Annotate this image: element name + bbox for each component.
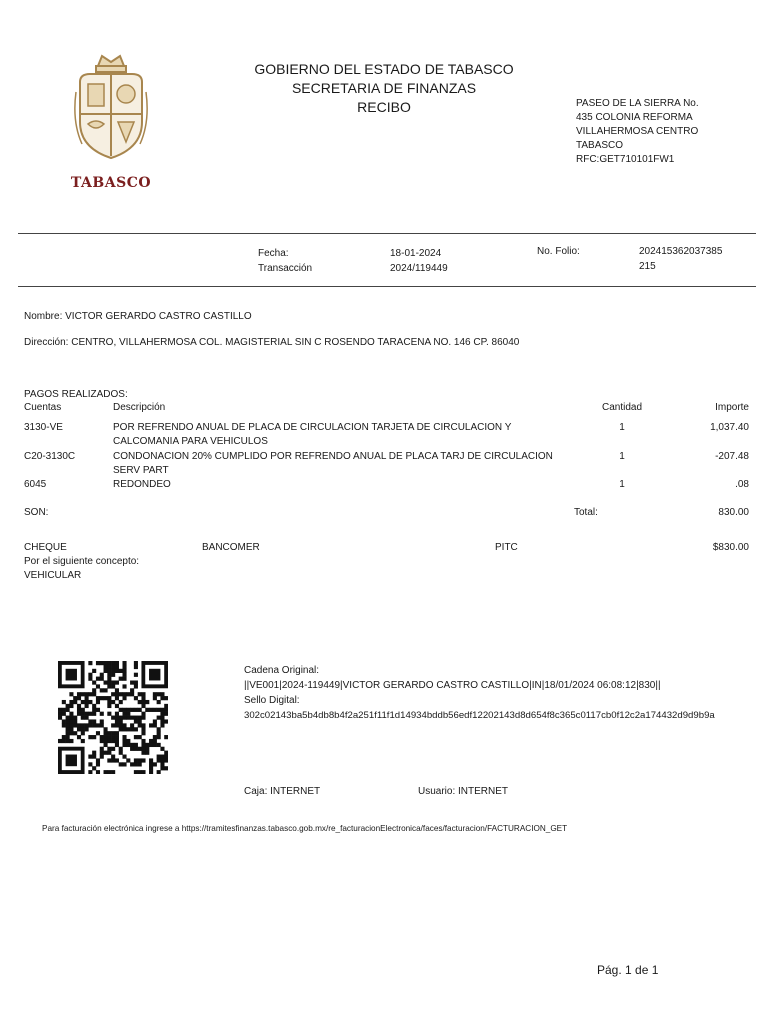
total-value: 830.00 (718, 507, 749, 518)
row-desc-line: SERV PART (113, 465, 169, 476)
row-cuenta: C20-3130C (24, 451, 76, 462)
row-descripcion: REDONDEO (113, 479, 171, 490)
caja: Caja: INTERNET (244, 786, 321, 797)
divider-top (18, 233, 756, 234)
row-importe: .08 (735, 479, 749, 490)
row-cantidad: 1 (619, 479, 625, 490)
fecha-label: Fecha: (258, 248, 289, 259)
issuer-address (576, 97, 756, 167)
row-desc-line: CALCOMANIA PARA VEHICULOS (113, 436, 268, 447)
payment-code: PITC (495, 542, 518, 553)
col-descripcion: Descripción (113, 402, 166, 413)
payment-amount: $830.00 (712, 542, 749, 553)
address-line: 435 COLONIA REFORMA (576, 112, 693, 123)
usuario: Usuario: INTERNET (418, 786, 509, 797)
header-line-2: SECRETARIA DE FINANZAS (291, 80, 477, 96)
payment-type: CHEQUE (24, 542, 67, 553)
row-importe: -207.48 (715, 451, 749, 462)
col-cantidad: Cantidad (601, 402, 643, 413)
page-number: Pág. 1 de 1 (597, 963, 659, 977)
rfc: RFC:GET710101FW1 (576, 154, 675, 165)
cadena-value: ||VE001|2024-119449|VICTOR GERARDO CASTRO CASTILLO|IN|18/01/2024 06:08:12|830|| (244, 680, 661, 691)
payments-title: PAGOS REALIZADOS: (24, 389, 128, 400)
row-descripcion (113, 421, 573, 449)
qr-code-icon (58, 661, 168, 774)
payment-bank: BANCOMER (202, 542, 260, 553)
row-cuenta: 3130-VE (24, 422, 63, 433)
transaccion-label: Transacción (258, 263, 313, 274)
folio-value-2: 215 (639, 261, 656, 272)
header-title (234, 60, 534, 117)
header-line-1: GOBIERNO DEL ESTADO DE TABASCO (254, 61, 514, 77)
folio-label: No. Folio: (537, 246, 580, 257)
transaccion-value: 2024/119449 (390, 263, 448, 274)
row-desc-line: POR REFRENDO ANUAL DE PLACA DE CIRCULACION TARJETA DE CIRCULACION Y (113, 422, 512, 433)
header-line-3: RECIBO (357, 99, 411, 115)
address-line: PASEO DE LA SIERRA No. (576, 98, 699, 109)
row-cantidad: 1 (619, 422, 625, 433)
concept-value: VEHICULAR (24, 570, 82, 581)
row-importe: 1,037.40 (710, 422, 749, 433)
divider-bottom (18, 286, 756, 287)
qr-code (58, 661, 168, 774)
row-cantidad: 1 (619, 451, 625, 462)
row-cuenta: 6045 (24, 479, 47, 490)
col-importe: Importe (715, 402, 749, 413)
logo-text: TABASCO (70, 175, 152, 191)
son-label: SON: (24, 507, 49, 518)
fecha-value: 18-01-2024 (390, 248, 442, 259)
folio-value-1: 202415362037385 (639, 246, 723, 257)
row-descripcion (113, 450, 573, 478)
total-label: Total: (574, 507, 598, 518)
facturacion-notice: Para facturación electrónica ingrese a https://tramitesfinanzas.tabasco.gob.mx/re_facturacionElectronica/faces/facturacion/FACTURACION_GET (42, 824, 568, 833)
customer-name: Nombre: VICTOR GERARDO CASTRO CASTILLO (24, 311, 252, 322)
address-line: VILLAHERMOSA CENTRO (576, 126, 699, 137)
tabasco-logo (70, 52, 152, 191)
sello-label: Sello Digital: (244, 695, 300, 706)
row-desc-line: CONDONACION 20% CUMPLIDO POR REFRENDO ANUAL DE PLACA TARJ DE CIRCULACION (113, 451, 553, 462)
coat-of-arms-icon (70, 52, 152, 164)
sello-value: 302c02143ba5b4db8b4f2a251f11f1d14934bddb56edf12202143d8d654f8c365c0117cb0f12c2a174432d9d9b9a (244, 710, 715, 721)
address-line: TABASCO (576, 140, 624, 151)
customer-address: Dirección: CENTRO, VILLAHERMOSA COL. MAGISTERIAL SIN C ROSENDO TARACENA NO. 146 CP. 86040 (24, 337, 520, 348)
cadena-label: Cadena Original: (244, 665, 320, 676)
col-cuentas: Cuentas (24, 402, 62, 413)
concept-label: Por el siguiente concepto: (24, 556, 140, 567)
